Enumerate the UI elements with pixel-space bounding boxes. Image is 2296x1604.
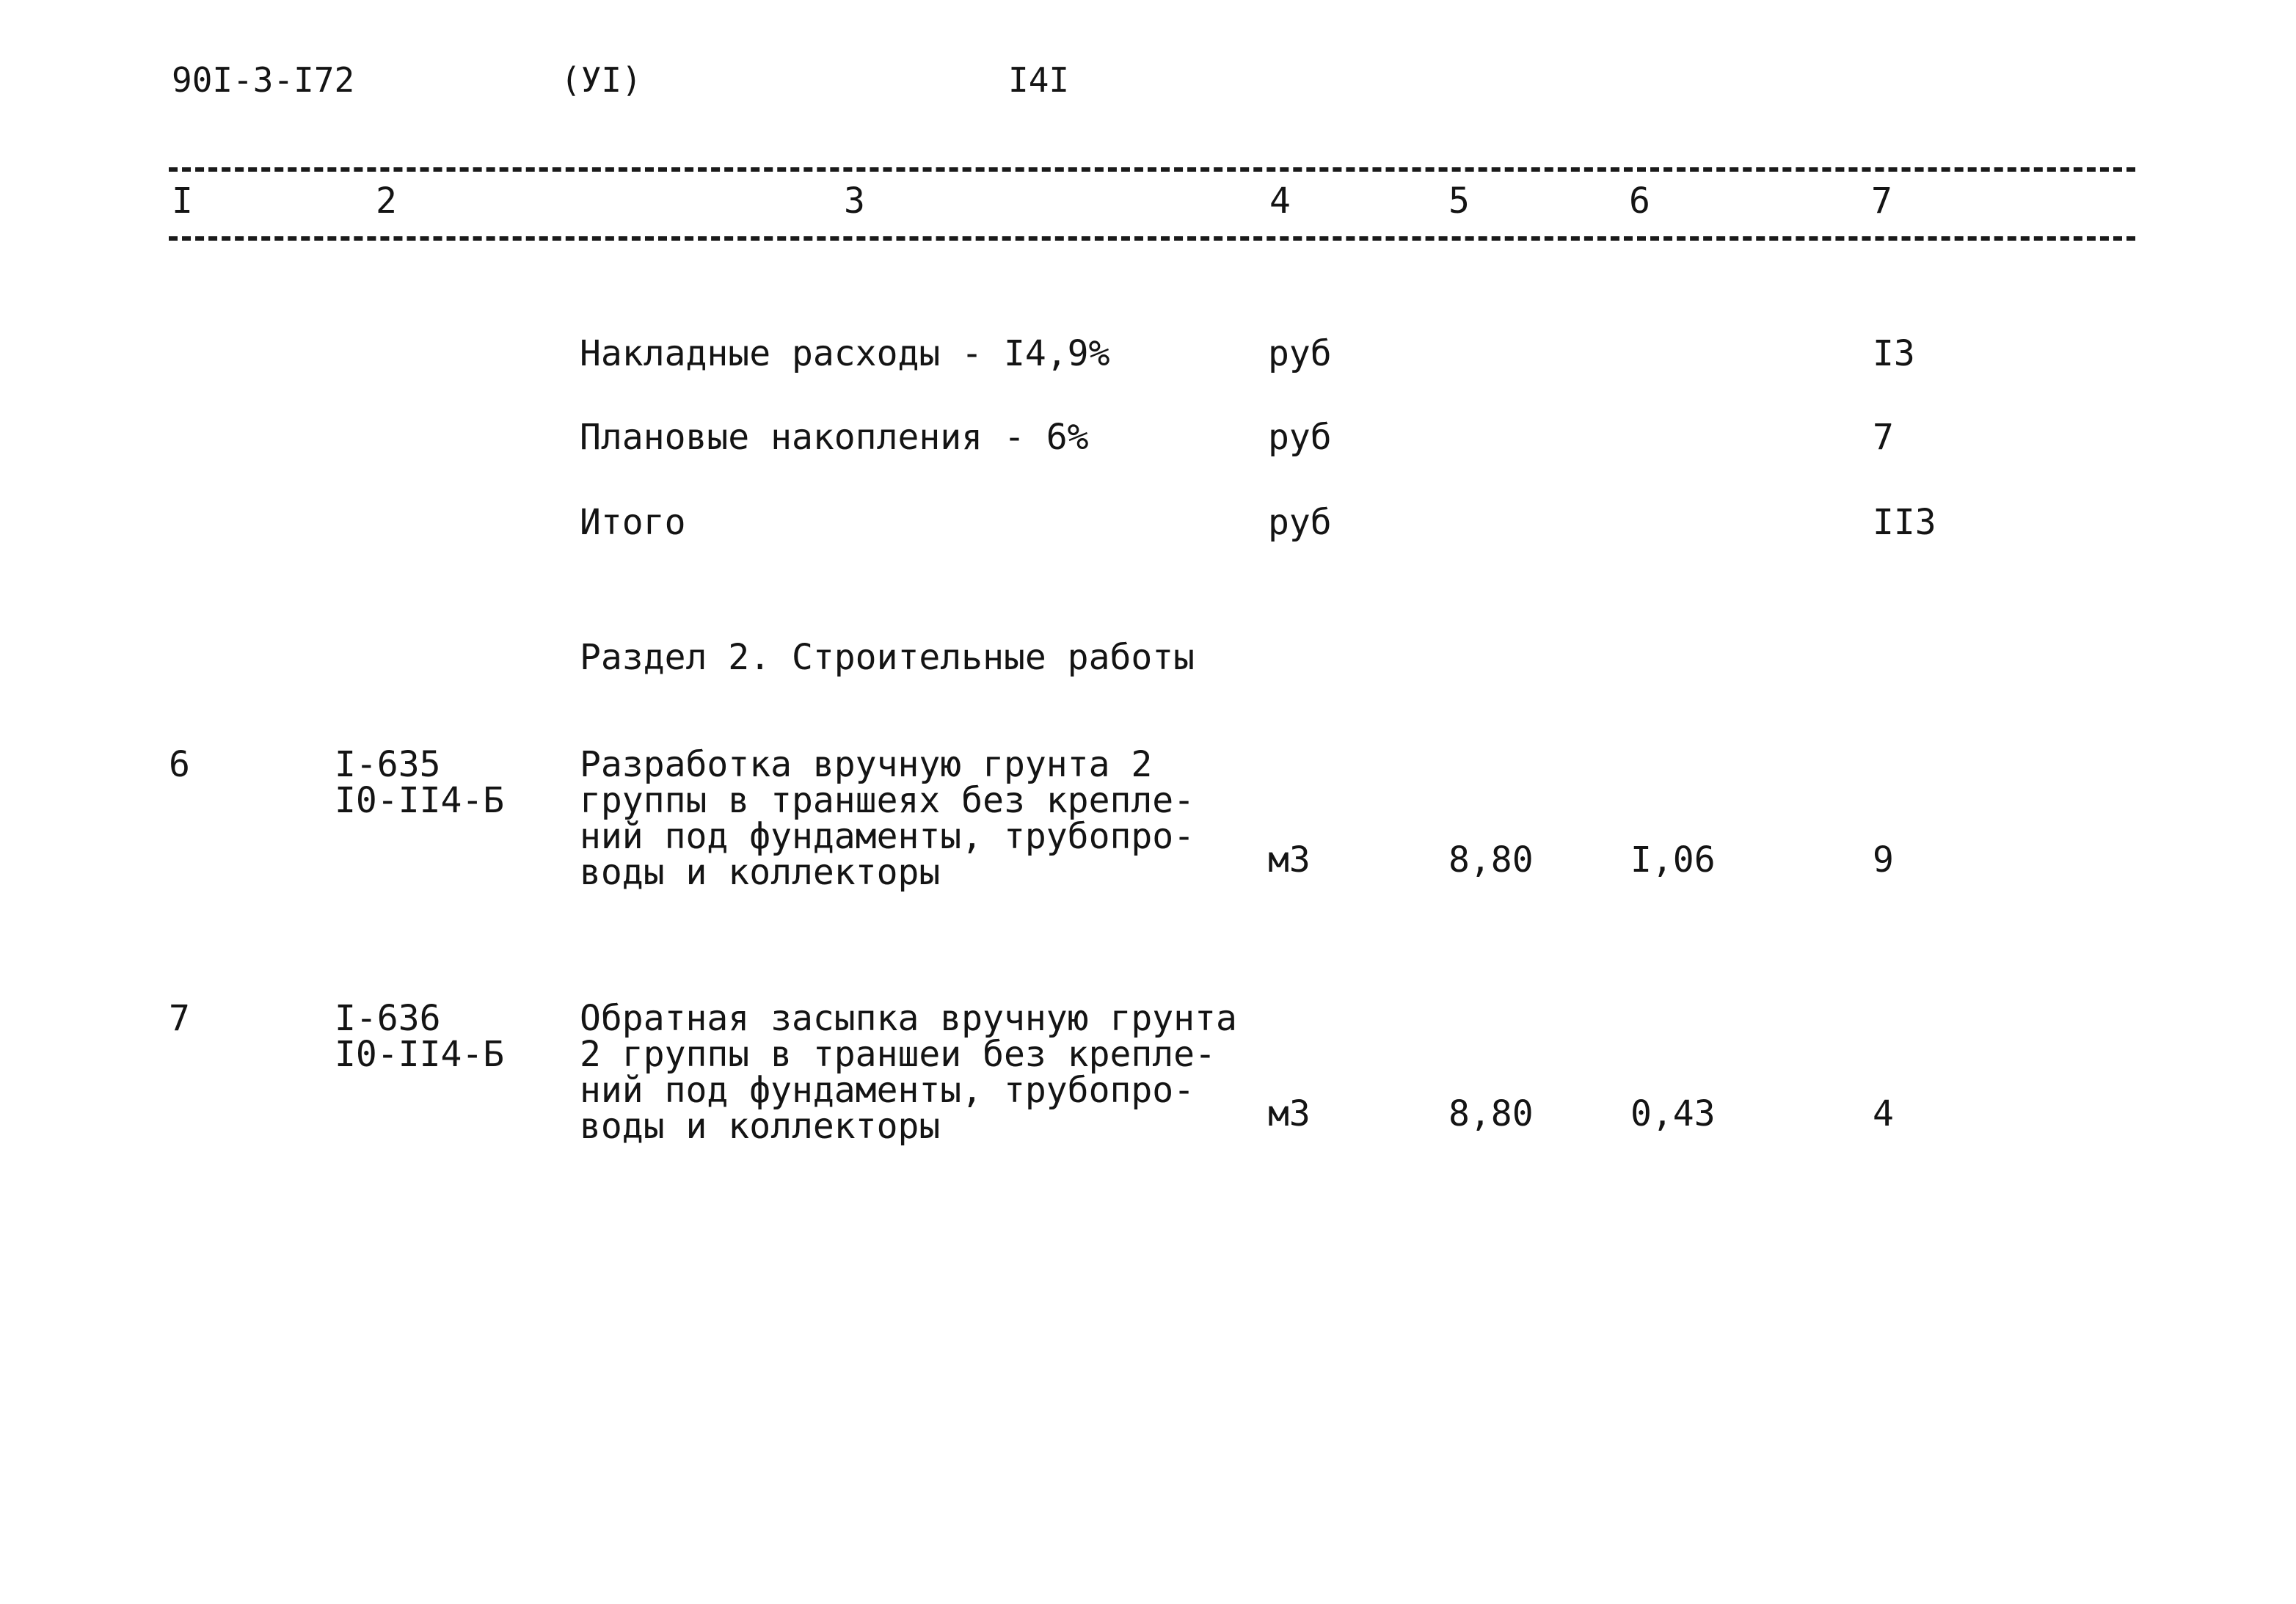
summary-total: 7 (1873, 417, 1894, 458)
document-part: (УI) (561, 60, 642, 100)
row-unit-price: 0,43 (1630, 1093, 1716, 1134)
page-number: I4I (1008, 60, 1070, 100)
section-title: Раздел 2. Строительные работы (580, 637, 1195, 678)
column-number-5: 5 (1448, 181, 1470, 222)
summary-description: Накладные расходы - I4,9% (580, 333, 1110, 374)
column-number-2: 2 (376, 181, 397, 222)
row-unit-price: I,06 (1630, 839, 1716, 881)
document-code: 90I-3-I72 (172, 60, 355, 100)
row-unit: м3 (1268, 839, 1311, 881)
summary-unit: руб (1268, 333, 1332, 374)
summary-description: Плановые накопления - 6% (580, 417, 1089, 458)
row-code: I-636 I0-II4-Б (335, 998, 505, 1075)
table-header-rule (169, 236, 2135, 241)
row-unit: м3 (1268, 1093, 1311, 1134)
summary-description: Итого (580, 502, 686, 543)
table-top-rule (169, 167, 2135, 172)
summary-unit: руб (1268, 502, 1332, 543)
column-number-4: 4 (1269, 181, 1291, 222)
row-quantity: 8,80 (1448, 839, 1534, 881)
row-number: 6 (169, 744, 190, 785)
column-number-6: 6 (1629, 181, 1650, 222)
summary-unit: руб (1268, 417, 1332, 458)
row-number: 7 (169, 998, 190, 1039)
row-total: 4 (1873, 1093, 1894, 1134)
row-code: I-635 I0-II4-Б (335, 744, 505, 821)
row-quantity: 8,80 (1448, 1093, 1534, 1134)
summary-total: I3 (1873, 333, 1915, 374)
column-number-7: 7 (1871, 181, 1892, 222)
row-description: Обратная засыпка вручную грунта 2 группы в траншеи без крепле- ний под фундаменты, трубопро- воды и коллекторы (580, 998, 1237, 1147)
column-number-1: I (172, 181, 193, 222)
column-number-3: 3 (844, 181, 865, 222)
row-description: Разработка вручную грунта 2 группы в траншеях без крепле- ний под фундаменты, трубопро- воды и коллекторы (580, 744, 1195, 893)
summary-total: II3 (1873, 502, 1936, 543)
row-total: 9 (1873, 839, 1894, 881)
